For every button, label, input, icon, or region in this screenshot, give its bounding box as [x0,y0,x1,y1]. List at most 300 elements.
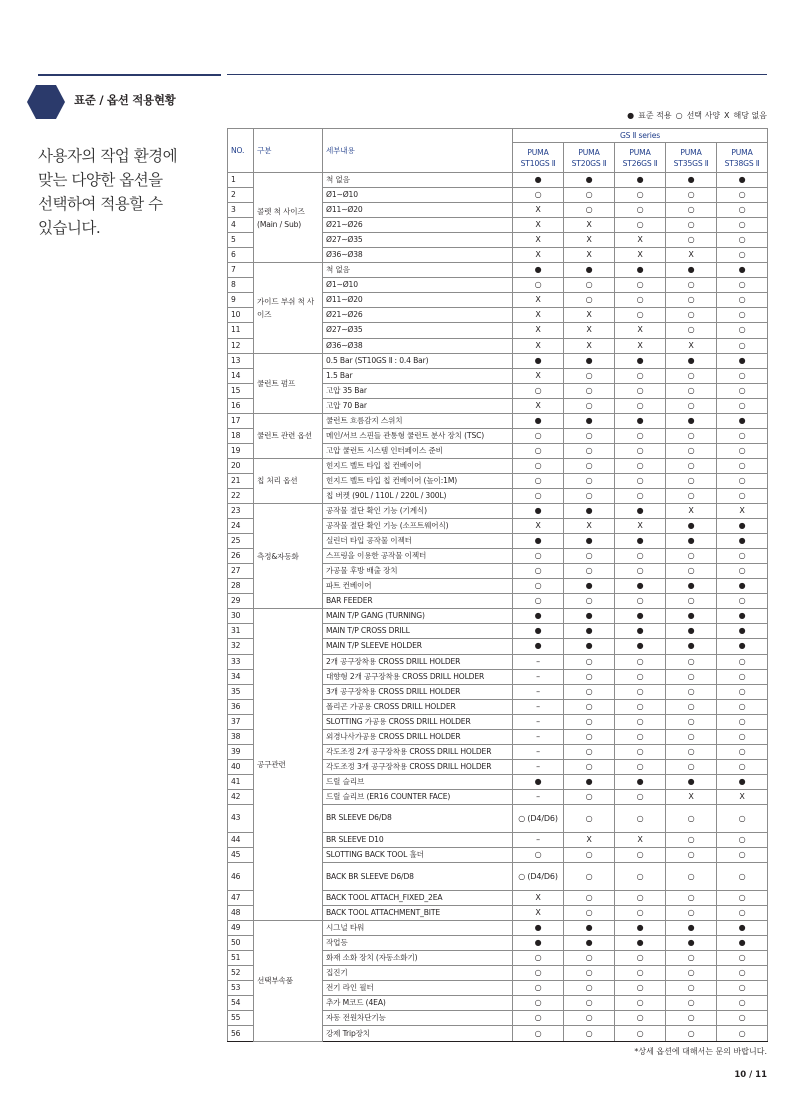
header-model [615,143,666,173]
table-row [228,504,768,519]
value-cell: X [717,504,768,519]
footnote: *상세 옵션에 대해서는 문의 바랍니다. [634,1047,767,1056]
value-cell: ○ [564,458,615,473]
detail-cell: SLOTTING 가공용 CROSS DRILL HOLDER [323,714,513,729]
intro-line: 있습니다. [38,219,101,237]
row-number: 53 [228,981,254,996]
intro-line: 맞는 다양한 옵션을 [38,171,163,189]
detail-cell: 폴리곤 가공용 CROSS DRILL HOLDER [323,699,513,714]
header-category: 구분 [254,129,323,173]
value-cell: ○ [666,832,717,847]
row-number: 21 [228,473,254,488]
value-cell: ○ [564,669,615,684]
value-cell: ○ [666,744,717,759]
value-cell: ● [564,624,615,639]
value-cell: ○ [615,203,666,218]
intro-line: 사용자의 작업 환경에 [38,147,178,165]
value-cell: ● [717,774,768,789]
value-cell: ○ [564,594,615,609]
value-cell: ○ [666,594,717,609]
detail-cell: 힌지드 벨트 타입 칩 컨베이어 (높이:1M) [323,473,513,488]
value-cell: ○ [513,383,564,398]
value-cell: ○ [717,863,768,891]
value-cell: ○ [564,368,615,383]
top-rule-left [38,74,221,76]
row-number: 41 [228,774,254,789]
detail-cell: Ø21~Ø26 [323,308,513,323]
value-cell: X [564,338,615,353]
row-number: 20 [228,458,254,473]
value-cell: ○ [564,729,615,744]
value-cell: ○ [615,564,666,579]
value-cell: ○ [564,996,615,1011]
value-cell: ○ [564,383,615,398]
value-cell: ● [717,921,768,936]
value-cell: ○ [513,443,564,458]
value-cell: ○ [615,383,666,398]
value-cell: ○ [615,981,666,996]
value-cell: ○ [513,458,564,473]
value-cell: X [513,323,564,338]
value-cell: ○ [564,699,615,714]
value-cell: ○ (D4/D6) [513,804,564,832]
row-number: 6 [228,248,254,263]
value-cell: X [615,233,666,248]
detail-cell: 칩 버켓 (90L / 110L / 220L / 300L) [323,488,513,503]
row-number: 29 [228,594,254,609]
value-cell: ● [564,774,615,789]
header-detail: 세부내용 [323,129,513,173]
value-cell: – [513,759,564,774]
value-cell: ○ [717,966,768,981]
value-cell: ● [513,263,564,278]
row-number: 51 [228,951,254,966]
model-line1: PUMA [731,147,753,157]
detail-cell: BR SLEEVE D10 [323,832,513,847]
detail-cell: 실린더 타입 공작물 이젝터 [323,534,513,549]
legend-na-label: 해당 없음 [733,111,767,120]
value-cell: ○ [666,278,717,293]
value-cell: ○ [717,729,768,744]
value-cell: ○ [666,981,717,996]
row-number: 23 [228,504,254,519]
value-cell: ○ [615,729,666,744]
value-cell: ○ [564,278,615,293]
detail-cell: 드릴 슬리브 (ER16 COUNTER FACE) [323,789,513,804]
section-title: 표준 / 옵션 적용현황 [74,93,176,107]
value-cell: ● [615,936,666,951]
model-line2: ST26GS Ⅱ [622,158,658,168]
row-number: 38 [228,729,254,744]
category-cell: 측정&자동화 [254,504,323,609]
value-cell: X [717,789,768,804]
value-cell: ○ [564,549,615,564]
value-cell: ○ [564,891,615,906]
value-cell: ○ [564,428,615,443]
value-cell: ● [717,534,768,549]
value-cell: X [666,789,717,804]
value-cell: ● [717,579,768,594]
detail-cell: Ø21~Ø26 [323,218,513,233]
value-cell: ○ [615,188,666,203]
value-cell: ○ [717,891,768,906]
header-model [666,143,717,173]
detail-cell: BR SLEEVE D6/D8 [323,804,513,832]
value-cell: ● [513,353,564,368]
value-cell: X [564,233,615,248]
value-cell: ● [564,936,615,951]
value-cell: ● [513,639,564,654]
row-number: 22 [228,488,254,503]
legend-na-symbol: X [724,111,730,120]
model-line1: PUMA [680,147,702,157]
row-number: 55 [228,1011,254,1026]
value-cell: ○ [666,398,717,413]
header-model [513,143,564,173]
value-cell: ○ [717,744,768,759]
value-cell: ○ [513,188,564,203]
value-cell: ○ [615,863,666,891]
value-cell: ○ [666,654,717,669]
value-cell: ● [513,936,564,951]
value-cell: ○ [666,203,717,218]
value-cell: ○ [717,383,768,398]
row-number: 11 [228,323,254,338]
value-cell: ○ [564,293,615,308]
value-cell: ○ [564,443,615,458]
value-cell: ○ [717,594,768,609]
value-cell: ○ [717,488,768,503]
row-number: 24 [228,519,254,534]
row-number: 17 [228,413,254,428]
row-number: 37 [228,714,254,729]
value-cell: ○ [666,1011,717,1026]
value-cell: ● [513,609,564,624]
detail-cell: 추가 M코드 (4EA) [323,996,513,1011]
value-cell: X [513,338,564,353]
value-cell: ○ [666,368,717,383]
row-number: 50 [228,936,254,951]
value-cell: ○ [615,804,666,832]
value-cell: ○ [717,398,768,413]
value-cell: ○ [513,981,564,996]
value-cell: ○ [717,1011,768,1026]
value-cell: ○ [564,759,615,774]
value-cell: ○ [666,684,717,699]
header-series: GS Ⅱ series [513,129,768,143]
detail-cell: 자동 전원차단기능 [323,1011,513,1026]
value-cell: – [513,744,564,759]
category-cell: 선택부속품 [254,921,323,1041]
value-cell: ○ [564,966,615,981]
value-cell: ○ [564,188,615,203]
value-cell: ● [666,609,717,624]
value-cell: ● [666,624,717,639]
row-number: 48 [228,906,254,921]
value-cell: ● [615,639,666,654]
value-cell: ● [666,936,717,951]
row-number: 36 [228,699,254,714]
legend-standard-symbol: ● [627,111,635,120]
row-number: 19 [228,443,254,458]
category-cell: 콜렛 척 사이즈 (Main / Sub) [254,173,323,263]
value-cell: ○ [666,699,717,714]
value-cell: ○ [513,594,564,609]
row-number: 31 [228,624,254,639]
value-cell: ○ [564,863,615,891]
value-cell: ○ [666,188,717,203]
value-cell: ○ [615,308,666,323]
row-number: 7 [228,263,254,278]
value-cell: ○ [513,428,564,443]
value-cell: X [564,308,615,323]
value-cell: ○ [615,278,666,293]
value-cell: ○ [666,473,717,488]
detail-cell: BACK TOOL ATTACHMENT_BITE [323,906,513,921]
value-cell: ○ [615,906,666,921]
detail-cell: 화재 소화 장치 (자동소화기) [323,951,513,966]
detail-cell: 쿨런트 흐름감지 스위치 [323,413,513,428]
value-cell: ○ [513,1026,564,1041]
detail-cell: 공작물 절단 확인 기능 (소프트웨어식) [323,519,513,534]
value-cell: ● [666,173,717,188]
row-number: 40 [228,759,254,774]
value-cell: ○ [717,759,768,774]
row-number: 16 [228,398,254,413]
value-cell: ● [666,519,717,534]
detail-cell: 힌지드 벨트 타입 칩 컨베이어 [323,458,513,473]
value-cell: X [564,832,615,847]
value-cell: ● [615,173,666,188]
value-cell: ○ [615,1026,666,1041]
category-cell: 가이드 부쉬 척 사이즈 [254,263,323,353]
value-cell: ● [513,774,564,789]
value-cell: ○ [666,714,717,729]
detail-cell: MAIN T/P GANG (TURNING) [323,609,513,624]
value-cell: ○ [666,729,717,744]
value-cell: ● [564,534,615,549]
value-cell: ○ [564,1011,615,1026]
value-cell: – [513,699,564,714]
detail-cell: BACK TOOL ATTACH_FIXED_2EA [323,891,513,906]
value-cell: ○ [564,1026,615,1041]
detail-cell: 전기 라인 필터 [323,981,513,996]
value-cell: ○ [717,669,768,684]
value-cell: ○ [666,428,717,443]
model-line1: PUMA [629,147,651,157]
value-cell: – [513,684,564,699]
value-cell: ○ [615,714,666,729]
row-number: 27 [228,564,254,579]
row-number: 34 [228,669,254,684]
value-cell: ○ [717,699,768,714]
row-number: 8 [228,278,254,293]
value-cell: ○ [564,848,615,863]
row-number: 4 [228,218,254,233]
detail-cell: Ø1~Ø10 [323,188,513,203]
detail-cell: Ø36~Ø38 [323,248,513,263]
table-row [228,173,768,188]
value-cell: X [564,519,615,534]
value-cell: ○ [717,1026,768,1041]
model-line2: ST10GS Ⅱ [520,158,556,168]
value-cell: ○ [615,744,666,759]
value-cell: ○ [717,338,768,353]
header-model [564,143,615,173]
detail-cell: 3개 공구장착용 CROSS DRILL HOLDER [323,684,513,699]
value-cell: – [513,832,564,847]
detail-cell: Ø36~Ø38 [323,338,513,353]
value-cell: ○ [513,549,564,564]
detail-cell: 메인/서브 스핀들 관통형 쿨런트 분사 장치 (TSC) [323,428,513,443]
value-cell: X [615,323,666,338]
value-cell: ○ [717,473,768,488]
value-cell: ○ [717,218,768,233]
value-cell: ○ [666,669,717,684]
value-cell: X [513,519,564,534]
value-cell: – [513,789,564,804]
intro-text [38,144,208,240]
value-cell: ○ [666,488,717,503]
value-cell: ○ [513,966,564,981]
value-cell: ○ [615,699,666,714]
value-cell: ○ [615,368,666,383]
value-cell: ● [717,609,768,624]
value-cell: X [513,218,564,233]
detail-cell: 외경나사가공용 CROSS DRILL HOLDER [323,729,513,744]
value-cell: ○ [615,293,666,308]
detail-cell: 2개 공구장착용 CROSS DRILL HOLDER [323,654,513,669]
table-row [228,263,768,278]
value-cell: ○ [717,848,768,863]
detail-cell: 고압 쿨런트 시스템 인터페이스 준비 [323,443,513,458]
value-cell: ○ [513,1011,564,1026]
detail-cell: MAIN T/P CROSS DRILL [323,624,513,639]
value-cell: X [513,906,564,921]
value-cell: ○ [717,203,768,218]
value-cell: X [615,519,666,534]
value-cell: ○ [666,966,717,981]
value-cell: ○ [717,951,768,966]
value-cell: ○ [615,1011,666,1026]
row-number: 14 [228,368,254,383]
value-cell: ● [666,639,717,654]
detail-cell: 고압 70 Bar [323,398,513,413]
value-cell: ○ [666,564,717,579]
options-table [227,128,768,1042]
value-cell: ○ [666,996,717,1011]
value-cell: ○ [717,832,768,847]
value-cell: ○ [513,951,564,966]
value-cell: ○ [564,684,615,699]
value-cell: – [513,729,564,744]
table-row [228,921,768,936]
value-cell: ○ [615,594,666,609]
value-cell: ○ [564,203,615,218]
value-cell: ● [615,921,666,936]
value-cell: ● [717,413,768,428]
value-cell: ● [717,263,768,278]
value-cell: ○ [666,443,717,458]
value-cell: ○ [564,789,615,804]
value-cell: ○ [615,848,666,863]
value-cell: ○ [717,654,768,669]
value-cell: ○ [717,248,768,263]
value-cell: ○ [666,549,717,564]
value-cell: ○ [717,684,768,699]
value-cell: ● [615,534,666,549]
row-number: 32 [228,639,254,654]
row-number: 43 [228,804,254,832]
value-cell: ○ [615,654,666,669]
legend-option-label: 선택 사양 [686,111,721,120]
value-cell: ○ [615,473,666,488]
value-cell: ○ [666,1026,717,1041]
value-cell: ○ [513,996,564,1011]
value-cell: ○ [564,398,615,413]
detail-cell: SLOTTING BACK TOOL 홀더 [323,848,513,863]
row-number: 18 [228,428,254,443]
value-cell: ○ [666,383,717,398]
detail-cell: 시그널 타워 [323,921,513,936]
value-cell: ○ [717,549,768,564]
hexagon-icon [26,84,66,120]
detail-cell: 고압 35 Bar [323,383,513,398]
value-cell: ● [513,534,564,549]
value-cell: ● [666,534,717,549]
value-cell: ○ [564,906,615,921]
value-cell: ○ [564,473,615,488]
value-cell: ● [564,579,615,594]
value-cell: ● [666,263,717,278]
value-cell: ○ [666,308,717,323]
value-cell: ○ [615,759,666,774]
row-number: 35 [228,684,254,699]
row-number: 13 [228,353,254,368]
value-cell: ○ [717,188,768,203]
value-cell: X [666,504,717,519]
value-cell: ○ [666,891,717,906]
row-number: 42 [228,789,254,804]
model-line1: PUMA [527,147,549,157]
value-cell: ○ [717,564,768,579]
value-cell: ○ [666,863,717,891]
value-cell: ● [666,774,717,789]
category-cell: 쿨런트 관련 옵션 [254,413,323,458]
value-cell: ● [615,624,666,639]
detail-cell: 가공물 후방 배출 장치 [323,564,513,579]
value-cell: ● [615,263,666,278]
model-line1: PUMA [578,147,600,157]
value-cell: X [666,248,717,263]
row-number: 46 [228,863,254,891]
header-model [717,143,768,173]
row-number: 56 [228,1026,254,1041]
value-cell: ○ [717,714,768,729]
value-cell: ○ [513,564,564,579]
value-cell: ○ [666,759,717,774]
value-cell: ○ [564,804,615,832]
value-cell: ○ (D4/D6) [513,863,564,891]
value-cell: ○ [666,906,717,921]
row-number: 44 [228,832,254,847]
value-cell: ○ [564,981,615,996]
header-no: NO. [228,129,254,173]
category-cell: 칩 처리 옵션 [254,458,323,503]
value-cell: X [513,398,564,413]
value-cell: ○ [717,996,768,1011]
value-cell: ● [615,353,666,368]
